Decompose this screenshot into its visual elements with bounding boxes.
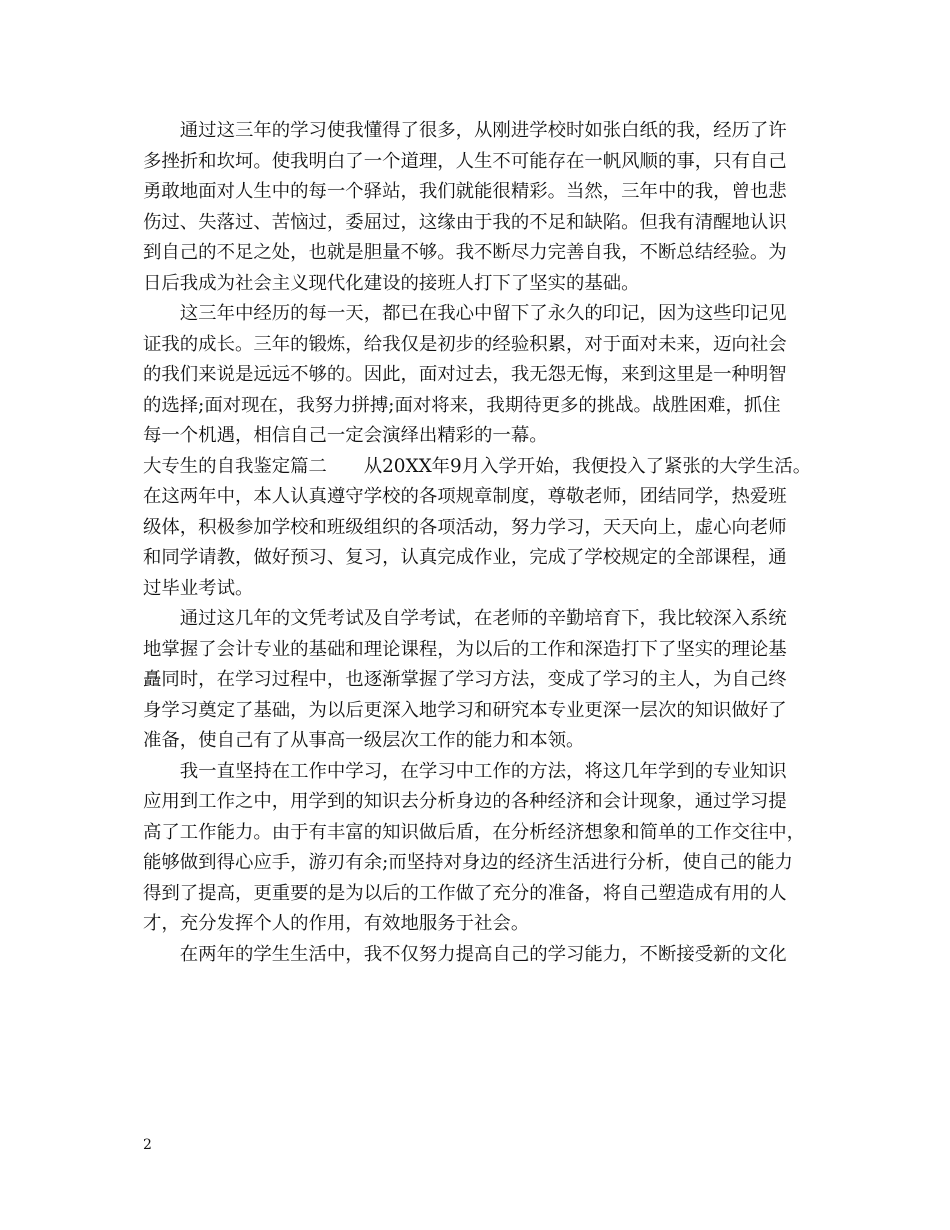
document-body [143,116,823,970]
text-line: 矗同时，在学习过程中，也逐渐掌握了学习方法，变成了学习的主人，为自己终 [143,669,787,690]
text-line: 得到了提高，更重要的是为以后的工作做了充分的准备，将自己塑造成有用的人 [143,882,787,904]
text-line: 过毕业考试。 [143,577,254,599]
text-line: 能够做到得心应手，游刃有余;而坚持对身边的经济生活进行分析，使自己的能力 [143,852,793,873]
text-line: 这三年中经历的每一天，都已在我心中留下了永久的印记，因为这些印记见 [143,303,787,324]
text-line: 的选择;面对现在，我努力拼搏;面对将来，我期待更多的挑战。战胜困难，抓住 [143,394,781,416]
text-line: 日后我成为社会主义现代化建设的接班人打下了坚实的基础。 [143,272,640,294]
text-line: 到自己的不足之处，也就是胆量不够。我不断尽力完善自我，不断总结经验。为 [143,242,787,263]
text-line: 多挫折和坎坷。使我明白了一个道理，人生不可能存在一帆风顺的事，只有自己 [143,150,787,172]
text-line: 高了工作能力。由于有丰富的知识做后盾，在分析经济想象和简单的工作交往中， [143,821,806,843]
text-line: 准备，使自己有了从事高一级层次工作的能力和本领。 [143,730,585,751]
text-line: 身学习奠定了基础，为以后更深入地学习和研究本专业更深一层次的知识做好了 [143,699,787,721]
text-line: 伤过、失落过、苦恼过，委屈过，这缘由于我的不足和缺陷。但我有清醒地认识 [143,211,787,233]
text-line: 通过这三年的学习使我懂得了很多，从刚进学校时如张白纸的我，经历了许 [143,120,787,141]
section-heading-line: 大专生的自我鉴定篇二 从20XX年9月入学开始，我便投入了紧张的大学生活。 [143,455,812,477]
text-line: 每一个机遇，相信自己一定会演绎出精彩的一幕。 [143,425,548,446]
text-line: 在两年的学生生活中，我不仅努力提高自己的学习能力，不断接受新的文化 [143,943,787,965]
text-line: 勇敢地面对人生中的每一个驿站，我们就能很精彩。当然，三年中的我，曾也悲 [143,181,787,202]
text-line: 在这两年中，本人认真遵守学校的各项规章制度，尊敬老师，团结同学，热爱班 [143,486,787,507]
text-line: 证我的成长。三年的锻炼，给我仅是初步的经验积累，对于面对未来，迈向社会 [143,333,787,355]
text-line: 才，充分发挥个人的作用，有效地服务于社会。 [143,913,530,934]
text-line: 应用到工作之中，用学到的知识去分析身边的各种经济和会计现象，通过学习提 [143,791,787,812]
text-line: 和同学请教，做好预习、复习，认真完成作业，完成了学校规定的全部课程，通 [143,547,787,568]
text-line: 级体，积极参加学校和班级组织的各项活动，努力学习，天天向上，虚心向老师 [143,516,787,538]
text-line: 的我们来说是远远不够的。因此，面对过去，我无怨无悔，来到这里是一种明智 [143,364,787,385]
text-line: 通过这几年的文凭考试及自学考试，在老师的辛勤培育下，我比较深入系统 [143,608,787,629]
text-line: 我一直坚持在工作中学习，在学习中工作的方法，将这几年学到的专业知识 [143,760,787,782]
text-line: 地掌握了会计专业的基础和理论课程，为以后的工作和深造打下了坚实的理论基 [143,638,787,660]
page-number: 2 [143,1137,152,1153]
